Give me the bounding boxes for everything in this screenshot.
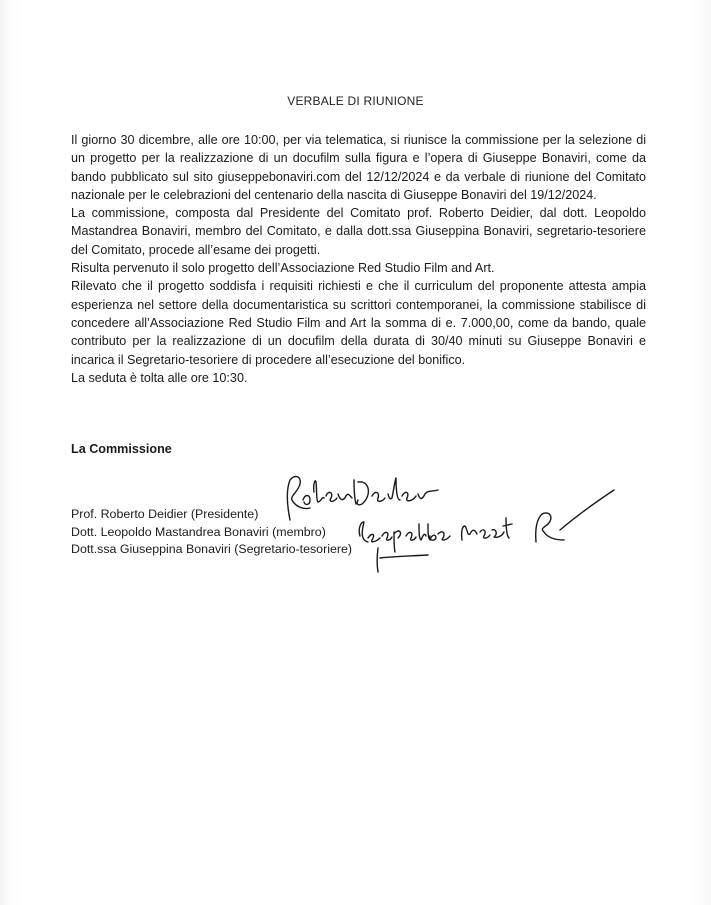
- signatory-deidier: Prof. Roberto Deidier (Presidente): [71, 507, 259, 521]
- document-body: [71, 131, 646, 387]
- signatory-bonaviri: Dott.ssa Giuseppina Bonaviri (Segretario-tesoriere): [71, 542, 352, 556]
- paragraph-decision: Rilevato che il progetto soddisfa i requisiti richiesti e che il curriculum del proponente attesta ampia esperienza nel settore della documentaristica su scrittori contemporanei, la commissione stabilisce di concedere all’Associazione Red Studio Film and Art la somma di e. 7.000,00, come da bando, quale contributo per la realizzazione di un docufilm della durata di 30/40 minuti su Giuseppe Bonaviri e incarica il Segretario-tesoriere di procedere all’esecuzione del bonifico.: [71, 279, 646, 367]
- signatory-mastandrea: Dott. Leopoldo Mastandrea Bonaviri (membro): [71, 524, 326, 539]
- commission-label: La Commissione: [71, 442, 172, 456]
- signatories-list: [71, 506, 352, 559]
- paragraph-closing: La seduta è tolta alle ore 10:30.: [71, 370, 248, 385]
- signature-mastandrea: [359, 490, 614, 552]
- paragraph-project-received: Risulta pervenuto il solo progetto dell’Associazione Red Studio Film and Art.: [71, 261, 495, 276]
- document-title: VERBALE DI RIUNIONE: [287, 94, 424, 108]
- signature-bonaviri: [377, 548, 428, 572]
- paragraph-meeting-intro: Il giorno 30 dicembre, alle ore 10:00, per via telematica, si riunisce la commissione per la selezione di un progetto per la realizzazione di un docufilm sulla figura e l’opera di Giuseppe Bonaviri, come da bando pubblicato sul sito giuseppebonaviri.com del 12/12/2024 e da verbale di riunione del Comitato nazionale per le celebrazioni del centenario della nascita di Giuseppe Bonaviri del 19/12/2024.: [71, 133, 646, 202]
- paragraph-commission-composition: La commissione, composta dal Presidente del Comitato prof. Roberto Deidier, dal dott. Leopoldo Mastandrea Bonaviri, membro del Comitato, e dalla dott.ssa Giuseppina Bonaviri, segretario-tesoriere del Comitato, procede all’esame dei progetti.: [71, 206, 646, 257]
